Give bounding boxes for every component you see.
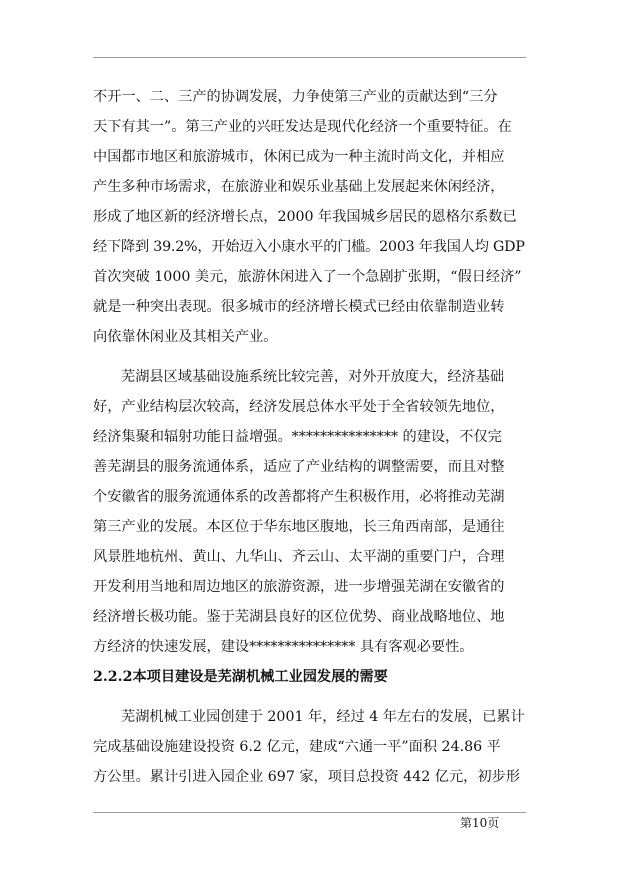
text-line: 产生多种市场需求，在旅游业和娱乐业基础上发展起来休闲经济， (93, 179, 505, 195)
text-line: 芜湖机械工业园创建于 2001 年，经过 4 年左右的发展，已累计 (121, 709, 525, 725)
text-line: 经济增长极功能。鉴于芜湖县良好的区位优势、商业战略地位、地 (93, 609, 505, 625)
footer-rule (93, 812, 526, 813)
text-line: 经下降到 39.2%，开始迈入小康水平的门槛。2003 年我国人均 GDP (93, 239, 525, 255)
text-line: 风景胜地杭州、黄山、九华山、齐云山、太平湖的重要门户，合理 (93, 549, 505, 565)
text-line: 经济集聚和辐射功能日益增强。*************** 的建设，不仅完 (93, 429, 502, 445)
text-line: 芜湖县区域基础设施系统比较完善，对外开放度大，经济基础 (121, 369, 505, 385)
text-line: 天下有其一”。第三产业的兴旺发达是现代化经济一个重要特征。在 (93, 119, 512, 135)
header-rule (93, 57, 526, 58)
text-line: 方经济的快速发展，建设*************** 具有客观必要性。 (93, 639, 474, 655)
text-line: 就是一种突出表现。很多城市的经济增长模式已经由依靠制造业转 (93, 299, 505, 315)
text-line: 首次突破 1000 美元，旅游休闲进入了一个急剧扩张期，“假日经济” (93, 269, 522, 285)
text-line: 第三产业的发展。本区位于华东地区腹地，长三角西南部，是通往 (93, 519, 505, 535)
text-line: 开发利用当地和周边地区的旅游资源，进一步增强芜湖在安徽省的 (93, 579, 505, 595)
text-line: 向依靠休闲业及其相关产业。 (93, 329, 278, 345)
text-line: 形成了地区新的经济增长点，2000 年我国城乡居民的恩格尔系数已 (93, 209, 517, 225)
text-line: 善芜湖县的服务流通体系，适应了产业结构的调整需要，而且对整 (93, 459, 505, 475)
text-line: 好，产业结构层次较高，经济发展总体水平处于全省较领先地位， (93, 399, 505, 415)
page-number: 第10页 (460, 816, 500, 830)
text-line: 个安徽省的服务流通体系的改善都将产生积极作用，必将推动芜湖 (93, 489, 505, 505)
text-line: 完成基础设施建设投资 6.2 亿元，建成“六通一平”面积 24.86 平 (93, 739, 501, 755)
text-line: 不开一、二、三产的协调发展，力争使第三产业的贡献达到“三分 (93, 89, 498, 105)
section-heading: 2.2.2本项目建设是芜湖机械工业园发展的需要 (93, 669, 388, 685)
text-line: 方公里。累计引进入园企业 697 家，项目总投资 442 亿元，初步形 (93, 769, 520, 785)
text-line: 中国都市地区和旅游城市，休闲已成为一种主流时尚文化，并相应 (93, 149, 505, 165)
